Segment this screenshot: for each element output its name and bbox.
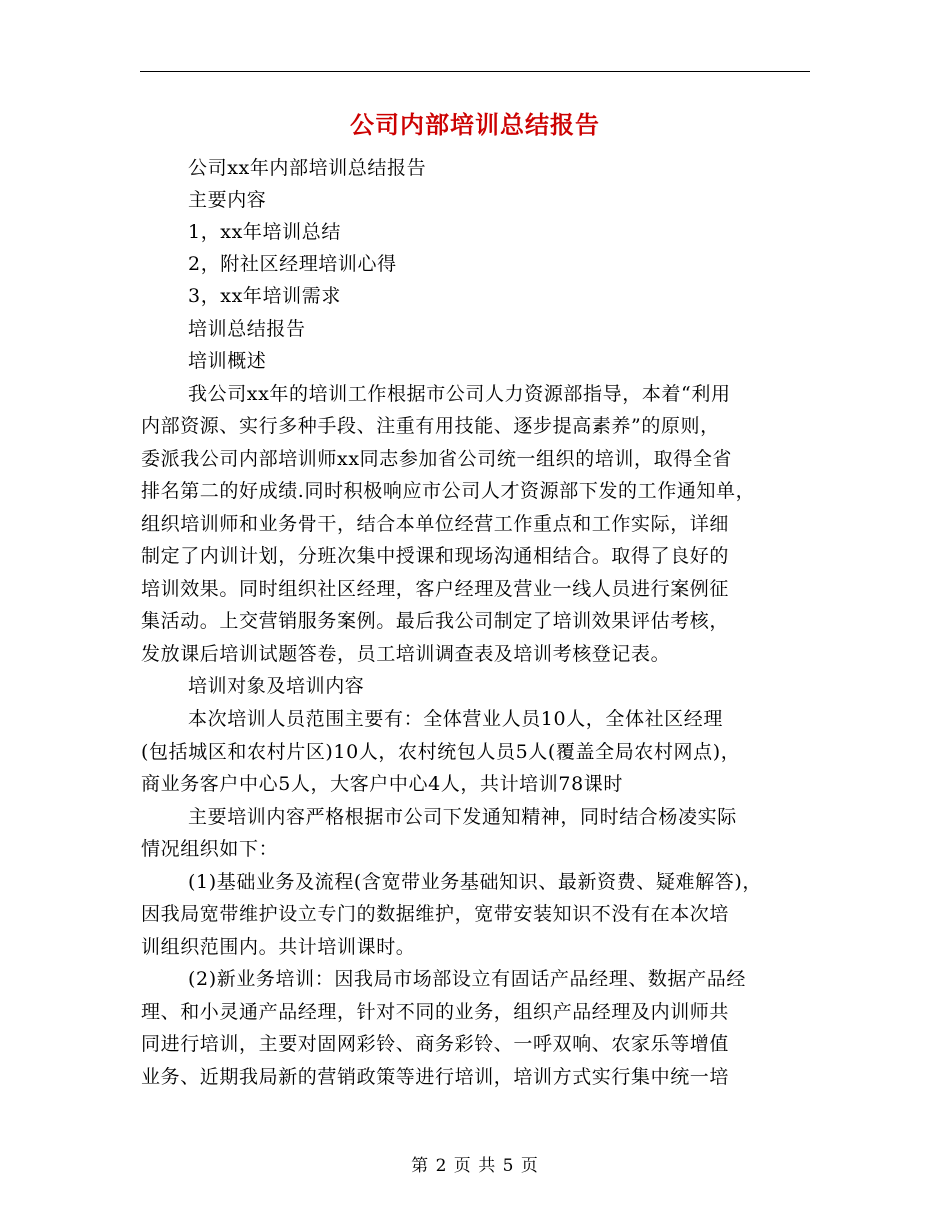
paragraph-line: 培训效果。同时组织社区经理，客户经理及营业一线人员进行案例征: [141, 578, 730, 600]
paragraph-line: 制定了内训计划，分班次集中授课和现场沟通相结合。取得了良好的: [141, 545, 730, 567]
paragraph-line: 发放课后培训试题答卷，员工培训调查表及培训考核登记表。: [141, 643, 671, 665]
paragraph-line: 理、和小灵通产品经理，针对不同的业务，组织产品经理及内训师共: [141, 1001, 730, 1023]
paragraph-line: 训组织范围内。共计培训课时。: [141, 936, 416, 958]
paragraph-line: 培训概述: [188, 350, 267, 372]
paragraph-line: (包括城区和农村片区)10人，农村统包人员5人(覆盖全局农村网点)，: [141, 741, 741, 763]
paragraph-line: 业务、近期我局新的营销政策等进行培训，培训方式实行集中统一培: [141, 1066, 730, 1088]
paragraph-line: 我公司xx年的培训工作根据市公司人力资源部指导，本着“利用: [188, 383, 731, 405]
paragraph-line: 1，xx年培训总结: [188, 221, 341, 243]
paragraph-line: 同进行培训，主要对固网彩铃、商务彩铃、一呼双响、农家乐等增值: [141, 1033, 730, 1055]
paragraph-line: 主要培训内容严格根据市公司下发通知精神，同时结合杨凌实际: [188, 806, 737, 828]
paragraph-line: 商业务客户中心5人，大客户中心4人，共计培训78课时: [141, 773, 623, 795]
paragraph-line: 内部资源、实行多种手段、注重有用技能、逐步提高素养”的原则，: [141, 415, 720, 437]
paragraph-line: 3，xx年培训需求: [188, 285, 341, 307]
paragraph-line: 2，附社区经理培训心得: [188, 253, 397, 275]
page-number: 第 2 页 共 5 页: [411, 1156, 539, 1176]
paragraph-line: 组织培训师和业务骨干，结合本单位经营工作重点和工作实际，详细: [141, 513, 730, 535]
paragraph-line: 集活动。上交营销服务案例。最后我公司制定了培训效果评估考核，: [141, 610, 730, 632]
paragraph-line: 本次培训人员范围主要有：全体营业人员10人，全体社区经理: [188, 708, 723, 730]
paragraph-line: 公司xx年内部培训总结报告: [188, 157, 427, 179]
paragraph-line: 培训总结报告: [188, 318, 306, 340]
paragraph-line: 因我局宽带维护设立专门的数据维护，宽带安装知识不没有在本次培: [141, 903, 730, 925]
paragraph-line: 培训对象及培训内容: [188, 675, 365, 697]
paragraph-line: 排名第二的好成绩.同时积极响应市公司人才资源部下发的工作通知单，: [141, 480, 756, 502]
paragraph-line: 主要内容: [188, 189, 267, 211]
paragraph-line: 情况组织如下：: [141, 838, 279, 860]
document-title: 公司内部培训总结报告: [350, 110, 600, 139]
paragraph-line: 委派我公司内部培训师xx同志参加省公司统一组织的培训，取得全省: [141, 448, 733, 470]
paragraph-line: (1)基础业务及流程(含宽带业务基础知识、最新资费、疑难解答)，: [188, 871, 762, 893]
header-rule: [140, 71, 810, 72]
paragraph-line: (2)新业务培训：因我局市场部设立有固话产品经理、数据产品经: [188, 968, 746, 990]
